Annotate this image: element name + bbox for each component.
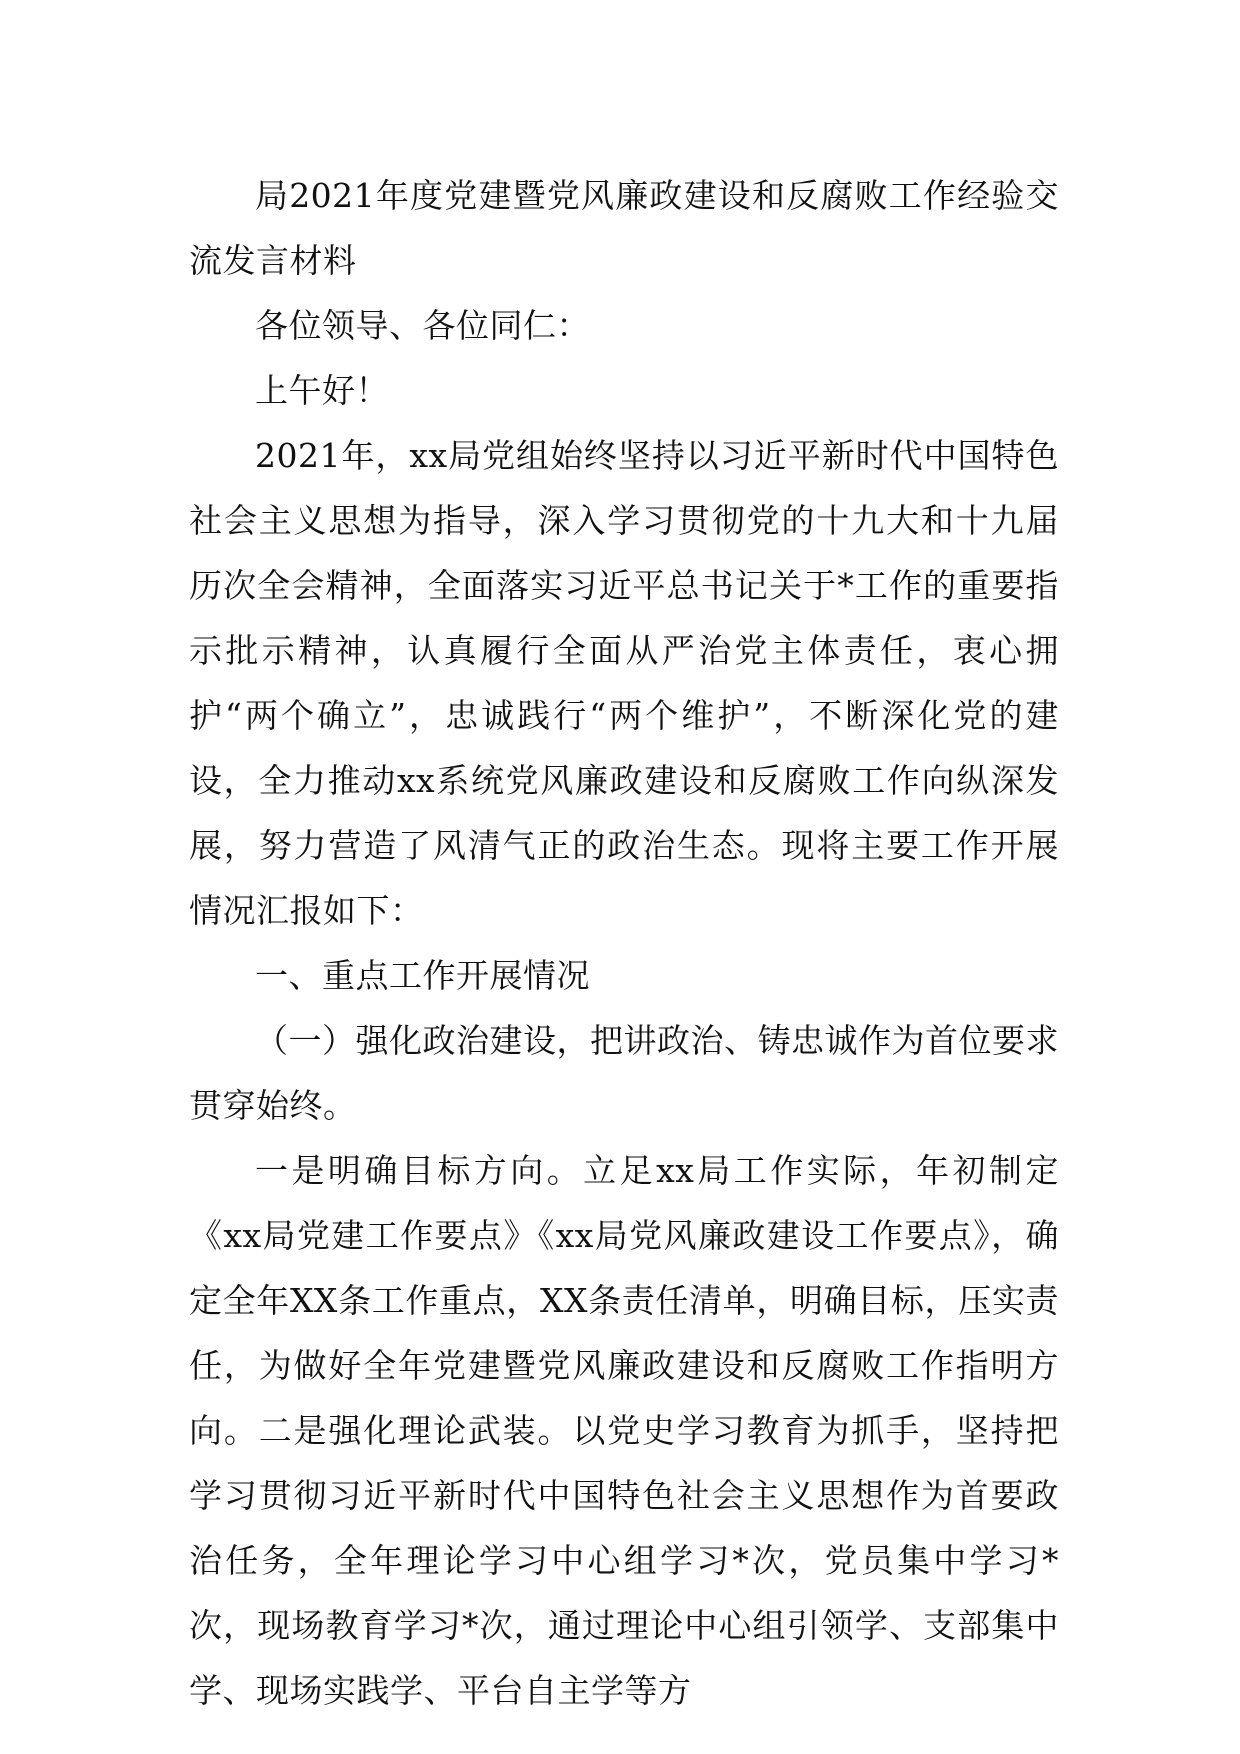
subsection-heading: （一）强化政治建设，把讲政治、铸忠诚作为首位要求贯穿始终。 bbox=[189, 1021, 1059, 1125]
document-body bbox=[189, 163, 1059, 1723]
greeting: 上午好！ bbox=[255, 371, 389, 410]
salutation: 各位领导、各位同仁： bbox=[255, 306, 590, 345]
intro-paragraph: 2021年，xx局党组始终坚持以习近平新时代中国特色社会主义思想为指导，深入学习贯彻党的十九大和十九届历次全会精神，全面落实习近平总书记关于*工作的重要指示批示精神，认真履行全面从严治党主体责任，衷心拥护“两个确立”，忠诚践行“两个维护”，不断深化党的建设，全力推动xx系统党风廉政建设和反腐败工作向纵深发展，努力营造了风清气正的政治生态。现将主要工作开展情况汇报如下： bbox=[189, 436, 1059, 930]
body-paragraph: 一是明确目标方向。立足xx局工作实际，年初制定《xx局党建工作要点》《xx局党风廉政建设工作要点》，确定全年XX条工作重点，XX条责任清单，明确目标，压实责任，为做好全年党建暨党风廉政建设和反腐败工作指明方向。二是强化理论武装。以党史学习教育为抓手，坚持把学习贯彻习近平新时代中国特色社会主义思想作为首要政治任务，全年理论学习中心组学习*次，党员集中学习*次，现场教育学习*次，通过理论中心组引领学、支部集中学、现场实践学、平台自主学等方 bbox=[189, 1151, 1059, 1710]
document-title: 局2021年度党建暨党风廉政建设和反腐败工作经验交流发言材料 bbox=[189, 176, 1059, 280]
section-heading: 一、重点工作开展情况 bbox=[255, 956, 590, 995]
